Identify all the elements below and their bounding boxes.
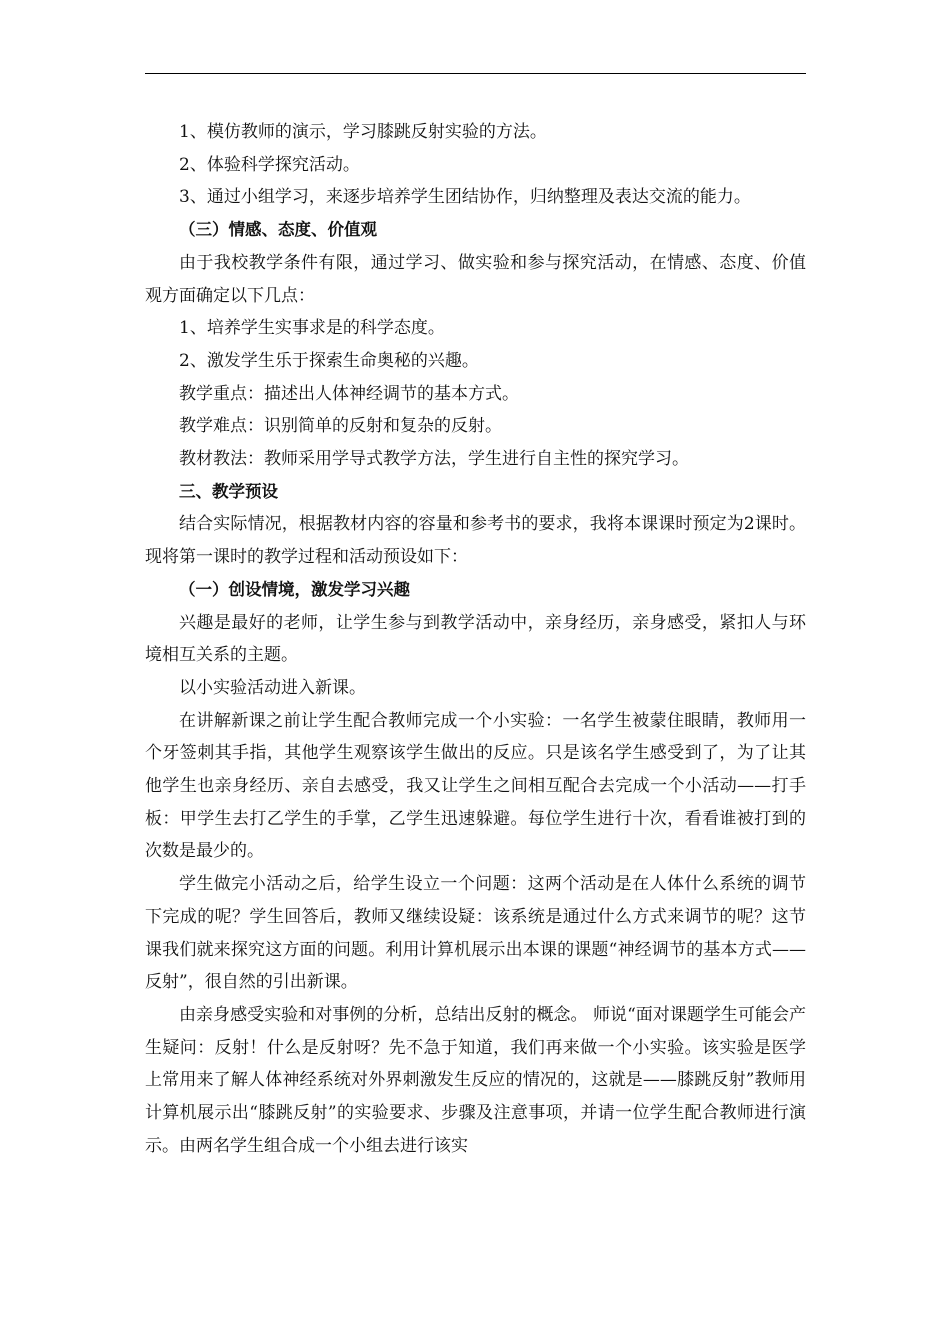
body-paragraph: 教材教法：教师采用学导式教学方法，学生进行自主性的探究学习。 <box>179 449 689 470</box>
body-paragraph: 2、激发学生乐于探索生命奥秘的兴趣。 <box>179 350 479 371</box>
body-paragraph: 教学难点：识别简单的反射和复杂的反射。 <box>179 416 502 437</box>
section-heading: 三、教学预设 <box>179 481 278 501</box>
body-paragraph: 教学重点：描述出人体神经调节的基本方式。 <box>179 383 519 404</box>
body-paragraph: 1、模仿教师的演示，学习膝跳反射实验的方法。 <box>179 122 547 142</box>
body-paragraph: 以小实验活动进入新课。 <box>179 677 366 698</box>
body-paragraph: 结合实际情况，根据教材内容的容量和参考书的要求，我将本课课时预定为2课时。现将第一课时的教学过程和活动预设如下： <box>145 514 806 568</box>
section-heading: （三）情感、态度、价值观 <box>179 220 377 240</box>
document-body <box>145 116 806 1163</box>
body-paragraph: 兴趣是最好的老师，让学生参与到教学活动中，亲身经历，亲身感受，紧扣人与环境相互关系的主题。 <box>145 612 806 666</box>
body-paragraph: 3、通过小组学习，来逐步培养学生团结协作，归纳整理及表达交流的能力。 <box>179 187 751 208</box>
section-heading: （一）创设情境，激发学习兴趣 <box>179 579 410 599</box>
body-paragraph: 学生做完小活动之后，给学生设立一个问题：这两个活动是在人体什么系统的调节下完成的呢？学生回答后，教师又继续设疑：该系统是通过什么方式来调节的呢？这节课我们就来探究这方面的问题。利用计算机展示出本课的课题“神经调节的基本方式——反射”，很自然的引出新课。 <box>145 874 806 993</box>
body-paragraph: 1、培养学生实事求是的科学态度。 <box>179 318 445 339</box>
body-paragraph: 由于我校教学条件有限，通过学习、做实验和参与探究活动，在情感、态度、价值观方面确定以下几点： <box>145 252 806 306</box>
header-rule <box>145 73 806 74</box>
body-paragraph: 在讲解新课之前让学生配合教师完成一个小实验：一名学生被蒙住眼睛，教师用一个牙签刺其手指，其他学生观察该学生做出的反应。只是该名学生感受到了，为了让其他学生也亲身经历、亲自去感受，我又让学生之间相互配合去完成一个小活动——打手板：甲学生去打乙学生的手掌，乙学生迅速躲避。每位学生进行十次，看看谁被打到的次数是最少的。 <box>145 710 806 862</box>
body-paragraph: 2、体验科学探究活动。 <box>179 154 360 175</box>
body-paragraph: 由亲身感受实验和对事例的分析，总结出反射的概念。 师说“面对课题学生可能会产生疑问：反射！什么是反射呀？先不急于知道，我们再来做一个小实验。该实验是医学上常用来了解人体神经系统对外界刺激发生反应的情况的，这就是——膝跳反射”教师用计算机展示出“膝跳反射”的实验要求、步骤及注意事项，并请一位学生配合教师进行演示。由两名学生组合成一个小组去进行该实 <box>145 1004 806 1156</box>
